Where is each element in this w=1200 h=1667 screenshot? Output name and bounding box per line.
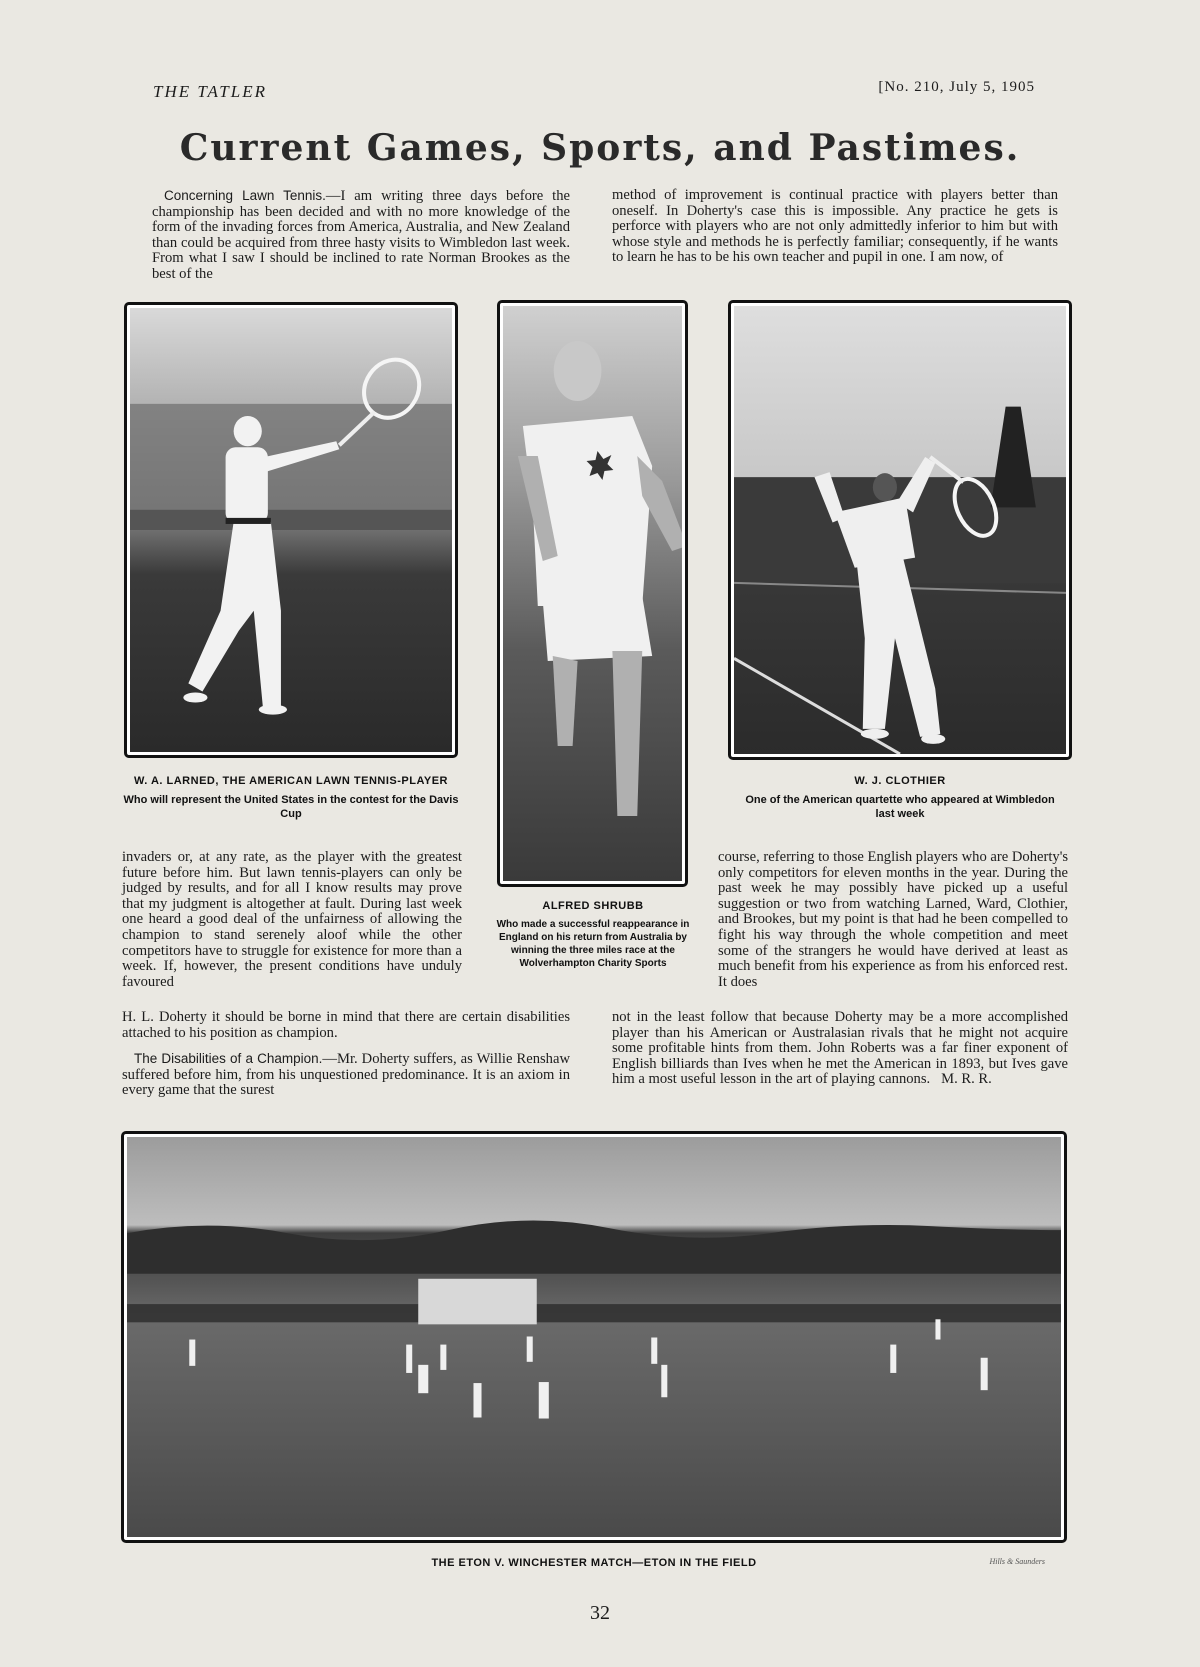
caption-larned-title: W. A. LARNED, THE AMERICAN LAWN TENNIS-PLAYER	[133, 775, 448, 787]
cricket-field-image	[127, 1137, 1061, 1537]
caption-larned	[118, 775, 464, 821]
caption-clothier	[738, 775, 1062, 821]
body-left-column	[122, 850, 462, 990]
body-bottom-right	[612, 1010, 1068, 1088]
intro-right-column	[612, 188, 1058, 266]
caption-shrubb-subtitle: Who made a successful reappearance in England on his return from Australia by winning the three miles race at the Wolverhampton Charity Sports	[496, 919, 690, 969]
body-bottom-left	[122, 1010, 570, 1099]
photo-cricket-match	[121, 1131, 1067, 1543]
caption-cricket-title: THE ETON V. WINCHESTER MATCH—ETON IN THE FIELD	[431, 1557, 757, 1569]
author-signature: M. R. R.	[941, 1071, 992, 1088]
photo-larned	[124, 302, 458, 758]
body-right-text: course, referring to those English players who are Doherty's only competitors for eleven months in the year. During the past week he may possibly have picked up a useful suggestion or two from watching Larned, Ward, Clothier, and Brookes, but my point is that had he been compelled to fight his way through the whole competition and meet some of the strangers he would have derived at least as much benefit from his experience as from his enforced rest. It does	[718, 849, 1068, 990]
section-lead-disabilities: The Disabilities of a Champion.	[134, 1051, 323, 1067]
photo-credit: Hills & Saunders	[989, 1557, 1045, 1566]
body-bottom-right-text: not in the least follow that because Doherty may be a more accomplished player than his American or Australasian rivals that he might not acquire some profitable hints from them. John Roberts was a far finer exponent of English billiards than Ives when he met the American in 1893, but Ives gave him a most useful lesson in the art of playing cannons.	[612, 1009, 1068, 1088]
disabilities-text: —Mr. Doherty suffers, as Willie Renshaw suffered before him, from his unquestioned predominance. It is an axiom in every game that the surest	[122, 1051, 570, 1099]
issue-info: [No. 210, July 5, 1905	[878, 79, 1035, 95]
body-bottom-left-text: H. L. Doherty it should be borne in mind that there are certain disabilities attached to his position as champion.	[122, 1009, 570, 1041]
caption-cricket	[121, 1557, 1067, 1569]
photo-clothier	[728, 300, 1072, 760]
intro-left-column	[152, 188, 570, 283]
body-left-text: invaders or, at any rate, as the player with the greatest future before him. But lawn tennis-players can only be judged by results, and for all I know results may prove that my judgment is altogether at fault. During last week one heard a good deal of the unfairness of allowing the champion to stand serenely aloof while the other competitors have to struggle for existence for more than a week. If, however, the present conditions have unduly favoured	[122, 849, 462, 990]
tennis-player-image	[130, 308, 452, 752]
page-number: 32	[590, 1602, 610, 1624]
caption-shrubb	[488, 900, 698, 970]
caption-clothier-subtitle: One of the American quartette who appeared at Wimbledon last week	[745, 794, 1055, 820]
publication-name: THE TATLER	[153, 82, 267, 101]
tennis-player-serving-image	[734, 306, 1066, 754]
body-right-column	[718, 850, 1068, 990]
intro-right-text: method of improvement is continual practice with players better than oneself. In Doherty's case this is impossible. Any practice he gets is perforce with players who are not only admittedly inferior to him but with whose style and methods he is perfectly familiar; consequently, if he wants to learn he has to be his own teacher and pupil in one. I am now, of	[612, 187, 1058, 266]
caption-shrubb-title: ALFRED SHRUBB	[542, 900, 644, 912]
intro-left-text: —I am writing three days before the championship has been decided and with no more knowledge of the form of the invading forces from America, Australia, and New Zealand than could be acquired from three hasty visits to Wimbledon last week. From what I saw I should be inclined to rate Norman Brookes as the best of the	[152, 188, 570, 282]
caption-larned-subtitle: Who will represent the United States in the contest for the Davis Cup	[123, 794, 459, 820]
section-lead-lawn-tennis: Concerning Lawn Tennis.	[164, 188, 326, 203]
page-title: Current Games, Sports, and Pastimes.	[179, 127, 1021, 169]
runner-image	[503, 306, 682, 881]
photo-shrubb	[497, 300, 688, 887]
caption-clothier-title: W. J. CLOTHIER	[854, 775, 946, 787]
